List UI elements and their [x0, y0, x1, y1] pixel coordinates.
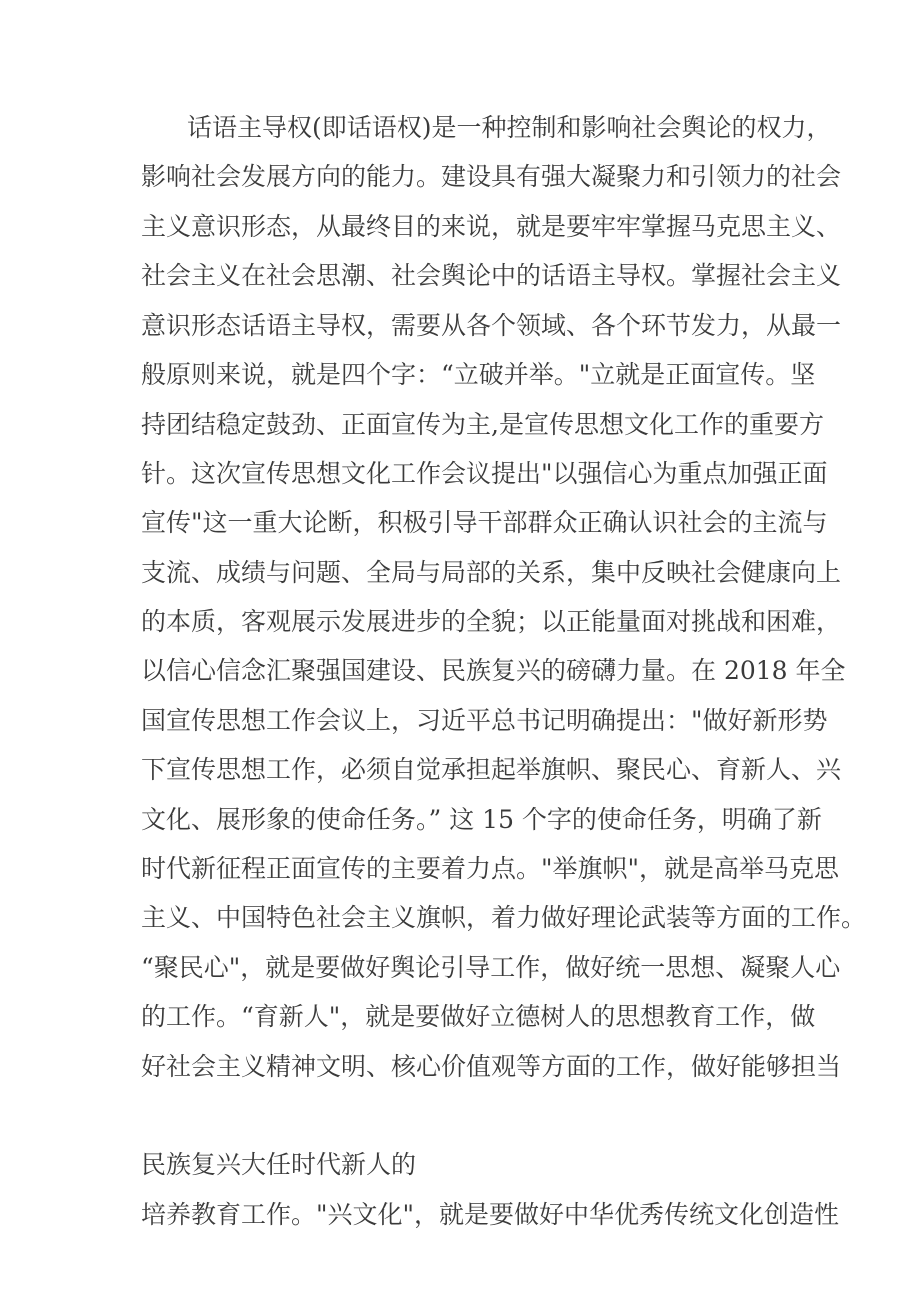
paragraph-line: 国宣传思想工作会议上，习近平总书记明确提出："做好新形势 [141, 706, 828, 735]
paragraph-line: 持团结稳定鼓劲、正面宣传为主,是宣传思想文化工作的重要方 [141, 410, 824, 439]
paragraph-line: 针。这次宣传思想文化工作会议提出"以强信心为重点加强正面 [141, 459, 828, 488]
paragraph-line: 主义意识形态，从最终目的来说，就是要牢牢掌握马克思主义、 [141, 212, 842, 241]
paragraph-line: 支流、成绩与问题、全局与局部的关系，集中反映社会健康向上 [141, 558, 842, 587]
paragraph-line: 影响社会发展方向的能力。建设具有强大凝聚力和引领力的社会 [141, 162, 842, 191]
paragraph-line: 的本质，客观展示发展进步的全貌；以正能量面对挑战和困难， [141, 607, 842, 636]
paragraph-line: 意识形态话语主导权，需要从各个领域、各个环节发力，从最一 [141, 311, 842, 340]
paragraph-line: 主义、中国特色社会主义旗帜，着力做好理论武装等方面的工作。 [141, 903, 867, 932]
paragraph-line: 时代新征程正面宣传的主要着力点。"举旗帜"，就是高举马克思 [141, 854, 840, 883]
paragraph-line: 民族复兴大任时代新人的 [141, 1150, 417, 1179]
paragraph-line: 以信心信念汇聚强国建设、民族复兴的磅礴力量。在 2018 年全 [141, 656, 846, 685]
paragraph-line: 文化、展形象的使命任务。” 这 15 个字的使命任务，明确了新 [141, 805, 822, 834]
paragraph-line: 宣传"这一重大论断，积极引导干部群众正确认识社会的主流与 [141, 508, 828, 537]
paragraph-line: 培养教育工作。"兴文化"，就是要做好中华优秀传统文化创造性 [141, 1200, 840, 1229]
paragraph-line: 好社会主义精神文明、核心价值观等方面的工作，做好能够担当 [141, 1052, 842, 1081]
paragraph-line: 话语主导权(即话语权)是一种控制和影响社会舆论的权力， [187, 113, 832, 142]
paragraph-line: 般原则来说，就是四个字：“立破并举。"立就是正面宣传。坚 [141, 360, 816, 389]
paragraph-line: “聚民心"，就是要做好舆论引导工作，做好统一思想、凝聚人心 [141, 953, 841, 982]
paragraph-line: 下宣传思想工作，必须自觉承担起举旗帜、聚民心、育新人、兴 [141, 755, 842, 784]
paragraph-line: 社会主义在社会思潮、社会舆论中的话语主导权。掌握社会主义 [141, 261, 842, 290]
paragraph-line: 的工作。“育新人"，就是要做好立德树人的思想教育工作，做 [141, 1002, 816, 1031]
